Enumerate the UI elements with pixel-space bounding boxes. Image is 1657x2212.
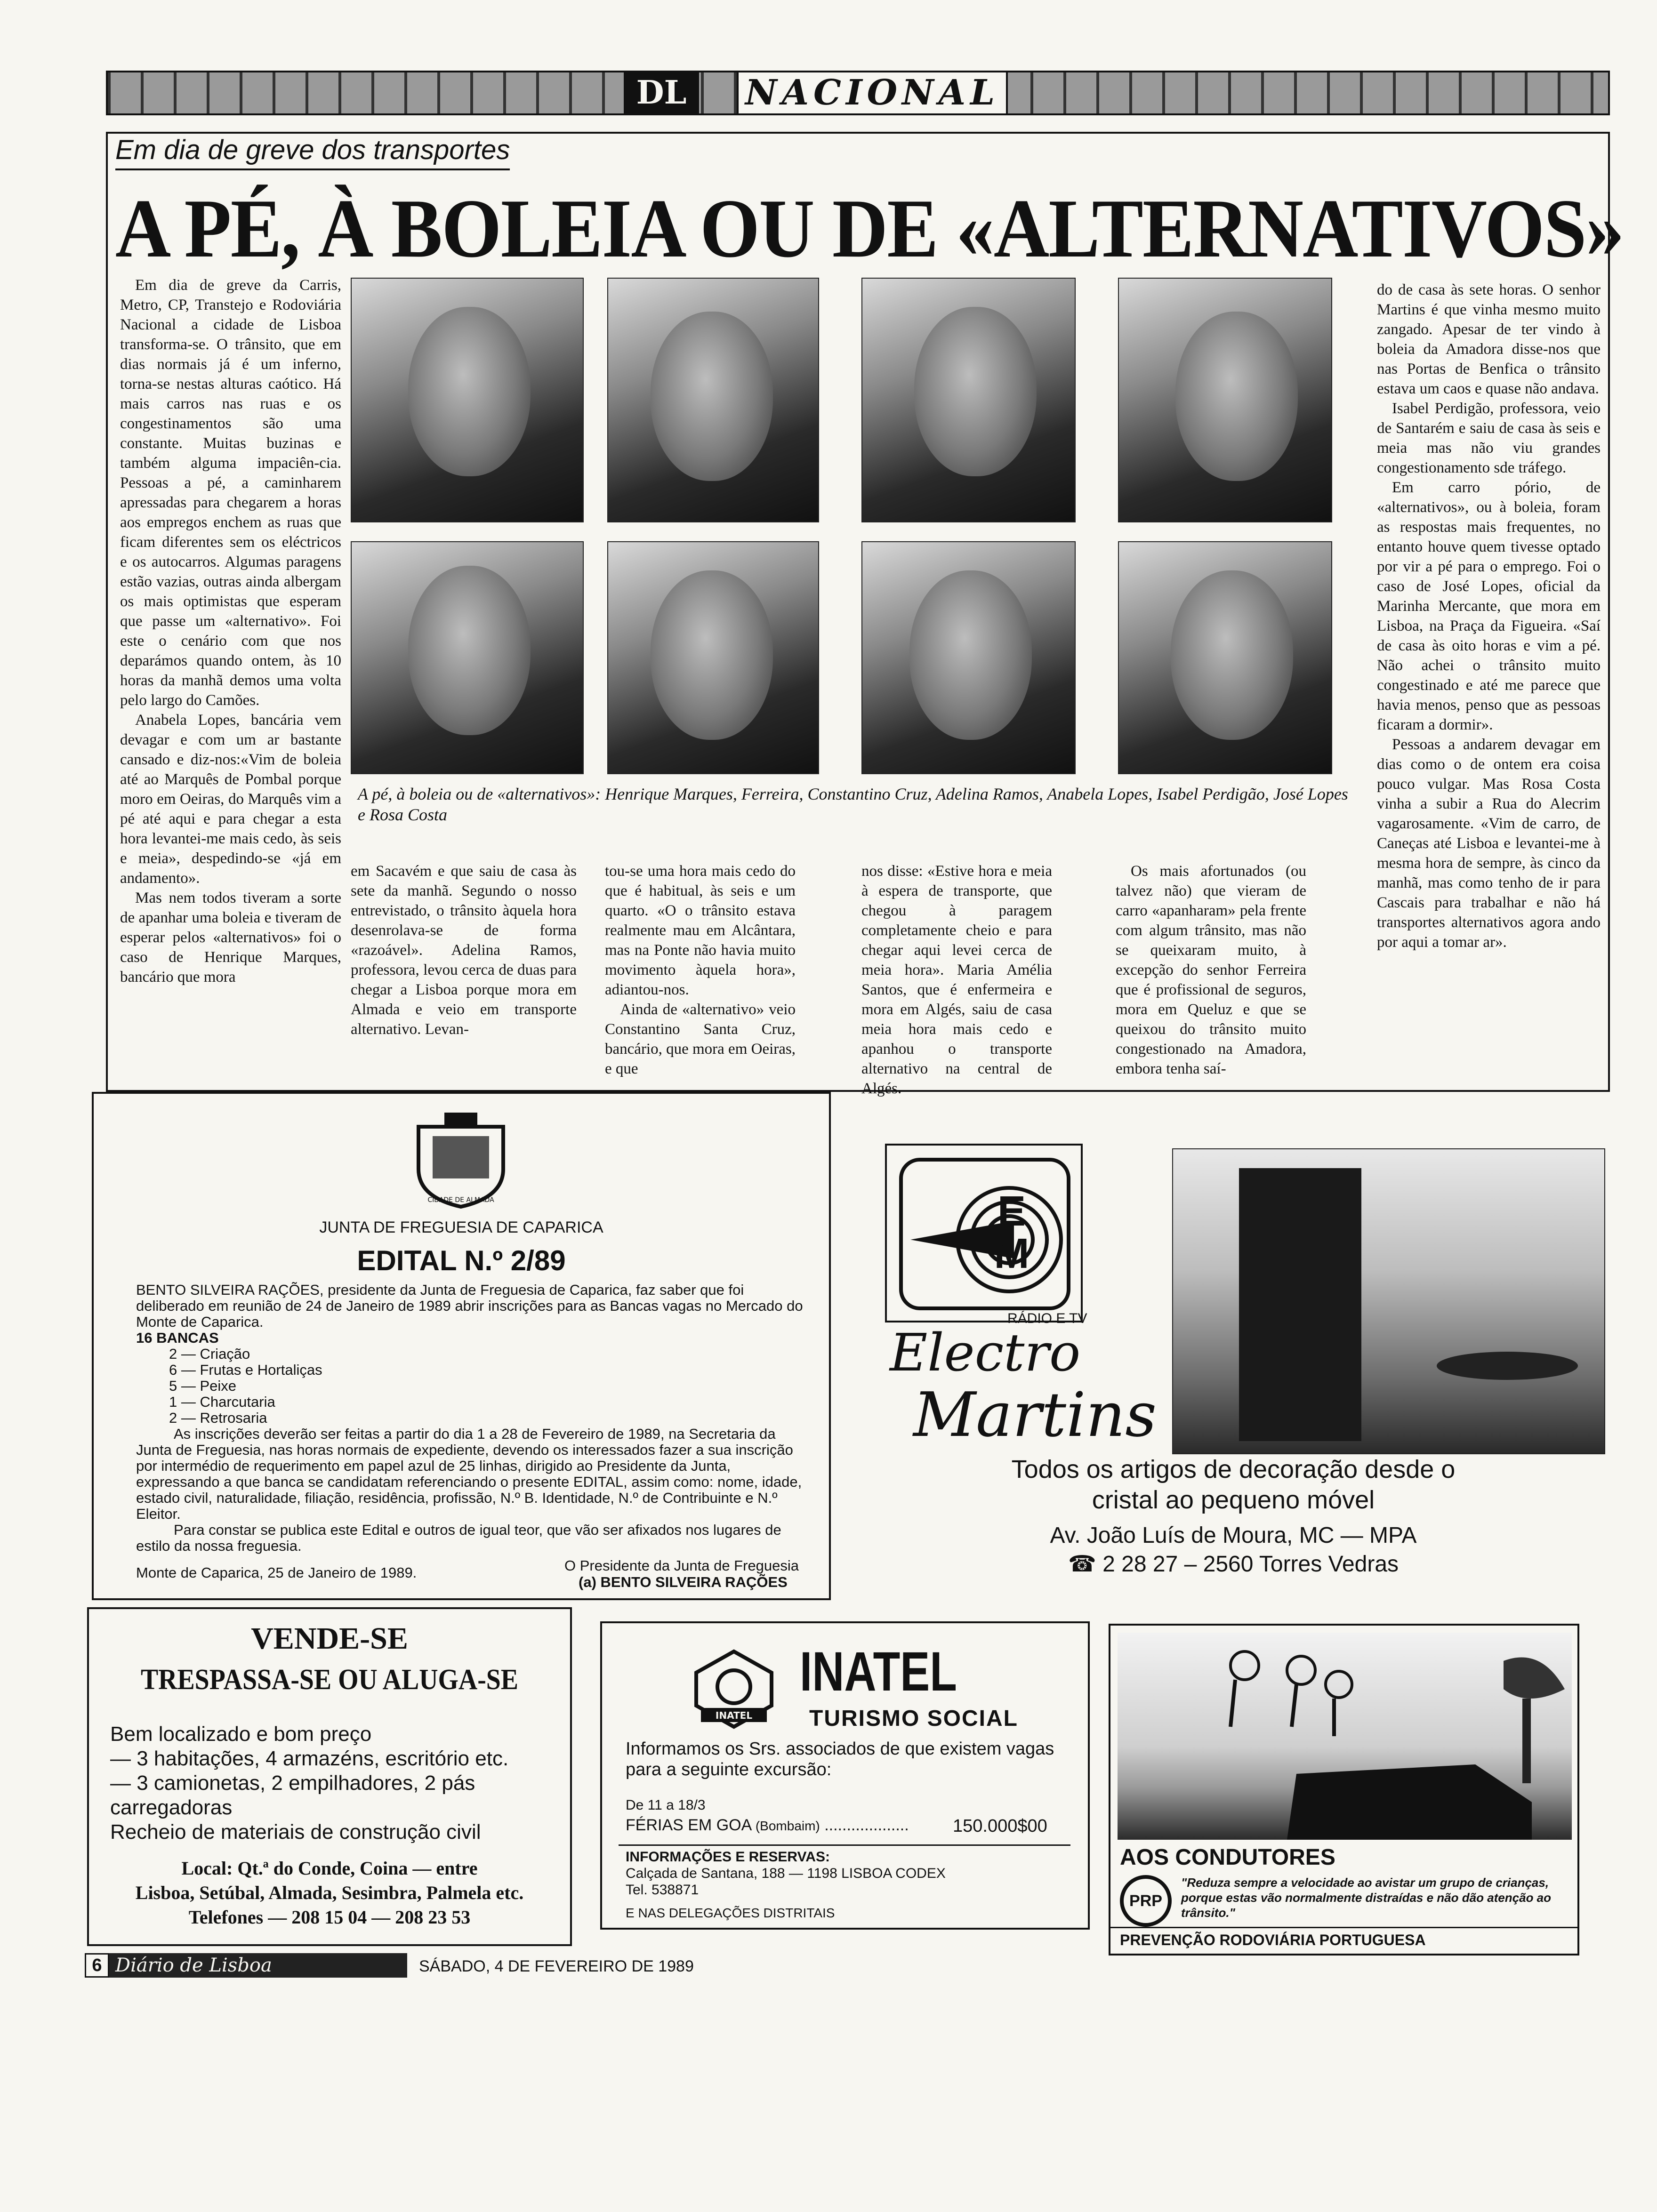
prp-divider — [1110, 1927, 1577, 1928]
edital-signer: (a) BENTO SILVEIRA RAÇÕES — [579, 1574, 788, 1590]
edital-signer-title: O Presidente da Junta de Freguesia — [564, 1557, 799, 1574]
paragraph: Em dia de greve da Carris, Metro, CP, Transtejo e Rodoviária Nacional a cidade de Lisboa transforma-se. O trânsito, que em dias normais já é um inferno, torna-se nestas alturas caótico. Há mais carros nas ruas e os congestinamentos são uma constante. Muitas buzinas e também alguma impaciên-cia. Pessoas a pé, a caminharem apressadas para chegarem a horas aos empregos enchem as ruas que ficam diferentes sem os eléctricos e os autocarros. Algumas paragens estão vazias, outras ainda albergam os mais optimistas que esperam que passe um «alternativo». Foi este o cenário com que nos deparámos quando ontem, às 10 horas da manhã demos uma volta pelo largo do Camões. — [120, 277, 341, 709]
cabinet-shape — [1239, 1168, 1361, 1441]
paragraph: do de casa às sete horas. O senhor Martins é que vinha mesmo muito zangado. Apesar de ter vindo à boleia da Amadora disse-nos que nas Portas de Benfica o trânsito estava um caos e quase não andava. — [1377, 281, 1601, 397]
edital-banca-item: 1 — Charcutaria — [169, 1394, 275, 1410]
electro-tagline: RÁDIO E TV — [1007, 1311, 1087, 1326]
edital-closing: Para constar se publica este Edital e outros de igual teor, que vão ser afixados nos lugares de estilo da nossa freguesia. — [136, 1522, 781, 1554]
edital-place-date: Monte de Caparica, 25 de Janeiro de 1989. — [136, 1564, 417, 1581]
article-column-2 — [351, 861, 577, 1039]
inatel-trip — [626, 1816, 909, 1835]
seal-text: CIDADE DE ALMADA — [427, 1196, 494, 1204]
edital-text: As inscrições deverão ser feitas a partir do dia 1 a 28 de Fevereiro de 1989, na Secretaria da Junta de Freguesia, nas horas normais de expediente, devendo os interessados fazer a sua inscrição por intermédio de requerimento em papel azul de 25 linhas, dirigido ao Presidente da Junta, expressando a que banca se candidatam referenciando o presente EDITAL, assim como: nome, idade, estado civil, naturalidade, filiação, residência, profissão, N.º B. Identidade, N.º de Contribuinte e N.º Eleitor. — [136, 1426, 802, 1522]
em-logo — [885, 1144, 1083, 1322]
edital-banca-item: 2 — Retrosaria — [169, 1410, 267, 1426]
photo-constantino-cruz — [861, 278, 1076, 522]
article-column-3 — [605, 861, 796, 1079]
photo-jose-lopes — [861, 541, 1076, 774]
vende-line: — 3 camionetas, 2 empilhadores, 2 pás carregadoras — [110, 1771, 475, 1819]
photo-isabel-perdigao — [607, 541, 819, 774]
vende-title-1: VENDE-SE — [251, 1621, 408, 1656]
inatel-intro: Informamos os Srs. associados de que existem vagas para a seguinte excursão: — [626, 1739, 1054, 1779]
table-shape — [1437, 1352, 1578, 1380]
paragraph: Anabela Lopes, bancária vem devagar e com um ar bastante cansado e diz-nos:«Vim de boleia até ao Marquês de Pombal porque moro em Oeiras, do Marquês vim a pé até aqui e para chegar a esta hora levantei-me mais cedo, às seis e meia», despedindo-se «já em andamento». — [120, 712, 341, 887]
paragraph: Os mais afortunados (ou talvez não) que vieram de carro «apanharam» pela frente com algum trânsito, mas não se queixaram muito, à excepção do senhor Ferreira que é profissional de seguros, mora em Queluz e que se queixou do trânsito muito congestionado na Amadora, embora tenha saí- — [1116, 863, 1306, 1077]
paragraph: nos disse: «Estive hora e meia à espera de transporte, que chegou à paragem completamente cheio e para chegar aqui levei cerca de meia hora». Maria Amélia Santos, que é enfermeira e mora em Algés, saiu de casa meia hora mais cedo e apanhou o transporte alternativo na central de Algés. — [861, 863, 1052, 1097]
inatel-sub: TURISMO SOCIAL — [809, 1706, 1018, 1731]
coat-of-arms-icon — [400, 1108, 522, 1211]
electro-name-2: Martins — [913, 1379, 1157, 1451]
article-column-4 — [861, 861, 1052, 1098]
edital-ad — [92, 1092, 831, 1600]
inatel-trip-note: (Bombaim) — [755, 1819, 820, 1833]
prp-title: AOS CONDUTORES — [1120, 1845, 1335, 1870]
edital-bancas-title: 16 BANCAS — [136, 1330, 219, 1346]
newspaper-name: Diário de Lisboa — [115, 1955, 272, 1976]
prp-logo-icon: PRP — [1120, 1875, 1172, 1927]
vende-line: Recheio de materiais de construção civil — [110, 1820, 481, 1843]
prp-footer: PREVENÇÃO RODOVIÁRIA PORTUGUESA — [1120, 1931, 1426, 1948]
section-title: NACIONAL — [737, 71, 1008, 115]
inatel-delegacoes: E NAS DELEGAÇÕES DISTRITAIS — [626, 1906, 835, 1920]
paragraph: Em carro pório, de «alternativos», ou à boleia, foram as respostas mais frequentes, no entanto houve quem tivesse optado por vir a pé para o emprego. Foi o caso de José Lopes, oficial da Marinha Mercante, que mora em Lisboa, na Praça da Figueira. «Saí de casa às oito horas e vim a pé. Não achei o trânsito muito congestinado e até me parece que havia menos, penso que as pessoas ficaram a dormir». — [1377, 479, 1601, 733]
article-column-6 — [1377, 280, 1601, 952]
edital-body — [136, 1282, 804, 1554]
prp-illustration — [1118, 1633, 1572, 1840]
page-date: SÁBADO, 4 DE FEVEREIRO DE 1989 — [419, 1957, 694, 1975]
inatel-logo-text: INATEL — [715, 1710, 753, 1721]
prp-quote: "Reduza sempre a velocidade ao avistar um grupo de crianças, porque estas vão normalmente distraídas e não dão atenção ao trânsito." — [1181, 1875, 1552, 1920]
vende-lines — [110, 1722, 553, 1844]
paragraph: Isabel Perdigão, professora, veio de Santarém e saiu de casa às seis e meia mas não viu grandes congestionamento sde tráfego. — [1377, 400, 1601, 476]
vende-local-1: Local: Qt.ª do Conde, Coina — entre — [181, 1858, 478, 1879]
photo-rosa-costa — [1118, 541, 1332, 774]
edital-title: EDITAL N.º 2/89 — [357, 1245, 566, 1276]
inatel-trip-name: FÉRIAS EM GOA — [626, 1816, 751, 1834]
electro-slogan-1: Todos os artigos de decoração desde o — [1011, 1455, 1456, 1483]
electro-name-1: Electro — [890, 1322, 1081, 1383]
photo-ferreira — [607, 278, 819, 522]
vende-local-2: Lisboa, Setúbal, Almada, Sesimbra, Palmela etc. — [135, 1882, 524, 1903]
inatel-info-title: INFORMAÇÕES E RESERVAS: — [626, 1849, 830, 1865]
inatel-name: INATEL — [800, 1641, 957, 1703]
vende-se-ad — [87, 1607, 572, 1946]
article-headline: A PÉ, À BOLEIA OU DE «ALTERNATIVOS» — [115, 182, 1624, 275]
children-car-icon — [1118, 1633, 1572, 1840]
newspaper-logo: DL — [624, 71, 699, 115]
vende-line: Bem localizado e bom preço — [110, 1723, 372, 1746]
article-column-1 — [120, 275, 341, 987]
paragraph: tou-se uma hora mais cedo do que é habitual, às seis e um quarto. «O o trânsito estava realmente mau em Alcântara, mas na Ponte não havia muito movimento àquela hora», adiantou-nos. — [605, 863, 796, 998]
edital-org: JUNTA DE FREGUESIA DE CAPARICA — [319, 1218, 603, 1236]
furniture-photo — [1172, 1148, 1605, 1454]
article-kicker: Em dia de greve dos transportes — [115, 134, 510, 170]
inatel-logo-icon — [692, 1649, 776, 1729]
vende-title-2: TRESPASSA-SE OU ALUGA-SE — [140, 1664, 519, 1696]
paragraph: Mas nem todos tiveram a sorte de apanhar uma boleia e tiveram de esperar pelos «alternativos» foi o caso de Henrique Marques, bancário que mora — [120, 890, 341, 986]
prp-ad — [1109, 1624, 1579, 1956]
inatel-divider — [619, 1844, 1070, 1846]
paragraph: Pessoas a andarem devagar em dias como o de ontem era coisa pouco vulgar. Mas Rosa Costa vinha a subir a Rua do Alecrim vagarosamente. «Vim de carro, de Caneças até Lisboa e levantei-me à mesma hora de sempre, às cinco da manhã, mas como tenho de ir para Cascais para trabalhar e não há transportes alternativos agora ando por aqui a tomar ar». — [1377, 736, 1601, 951]
inatel-ad — [600, 1621, 1090, 1930]
inatel-price: 150.000$00 — [953, 1816, 1047, 1836]
vende-line: — 3 habitações, 4 armazéns, escritório etc. — [110, 1747, 509, 1770]
photo-henrique-marques — [351, 278, 584, 522]
edital-banca-item: 5 — Peixe — [169, 1378, 237, 1394]
paragraph: em Sacavém e que saiu de casa às sete da manhã. Segundo o nosso entrevistado, o trânsito àquela hora desenrolava-se de forma «razoável». Adelina Ramos, professora, levou cerca de duas para chegar a Lisboa porque mora em Almada e veio em transporte alternativo. Levan- — [351, 863, 577, 1038]
electro-martins-ad — [857, 1097, 1610, 1605]
em-logo-letters: E M — [994, 1188, 1030, 1277]
vende-local — [89, 1856, 570, 1930]
inatel-tel: Tel. 538871 — [626, 1882, 699, 1898]
electro-slogan-2: cristal ao pequeno móvel — [1092, 1486, 1375, 1514]
vende-phones: Telefones — 208 15 04 — 208 23 53 — [188, 1907, 471, 1928]
edital-banca-item: 2 — Criação — [169, 1346, 250, 1362]
page-number: 6 — [85, 1953, 109, 1978]
article-column-5 — [1116, 861, 1306, 1079]
inatel-address: Calçada de Santana, 188 — 1198 LISBOA CODEX — [626, 1866, 946, 1881]
paragraph: Ainda de «alternativo» veio Constantino Santa Cruz, bancário, que mora em Oeiras, e que — [605, 1001, 796, 1077]
photo-anabela-lopes — [351, 541, 584, 774]
tv-logo-icon — [892, 1150, 1078, 1318]
electro-phone: ☎ 2 28 27 – 2560 Torres Vedras — [1068, 1552, 1399, 1577]
edital-banca-item: 6 — Frutas e Hortaliças — [169, 1362, 322, 1378]
inatel-dates: De 11 a 18/3 — [626, 1797, 706, 1813]
edital-intro: BENTO SILVEIRA RAÇÕES, presidente da Junta de Freguesia de Caparica, faz saber que foi deliberado em reunião de 24 de Janeiro de 1989 abrir inscrições para as Bancas vagas no Mercado do Monte de Caparica. — [136, 1282, 803, 1330]
electro-address: Av. João Luís de Moura, MC — MPA — [1050, 1523, 1417, 1548]
inatel-dots: ................... — [824, 1816, 909, 1834]
photo-adelina-ramos — [1118, 278, 1332, 522]
photo-caption: A pé, à boleia ou de «alternativos»: Henrique Marques, Ferreira, Constantino Cruz, Adelina Ramos, Anabela Lopes, Isabel Perdigão, José Lopes e Rosa Costa — [358, 785, 1348, 824]
